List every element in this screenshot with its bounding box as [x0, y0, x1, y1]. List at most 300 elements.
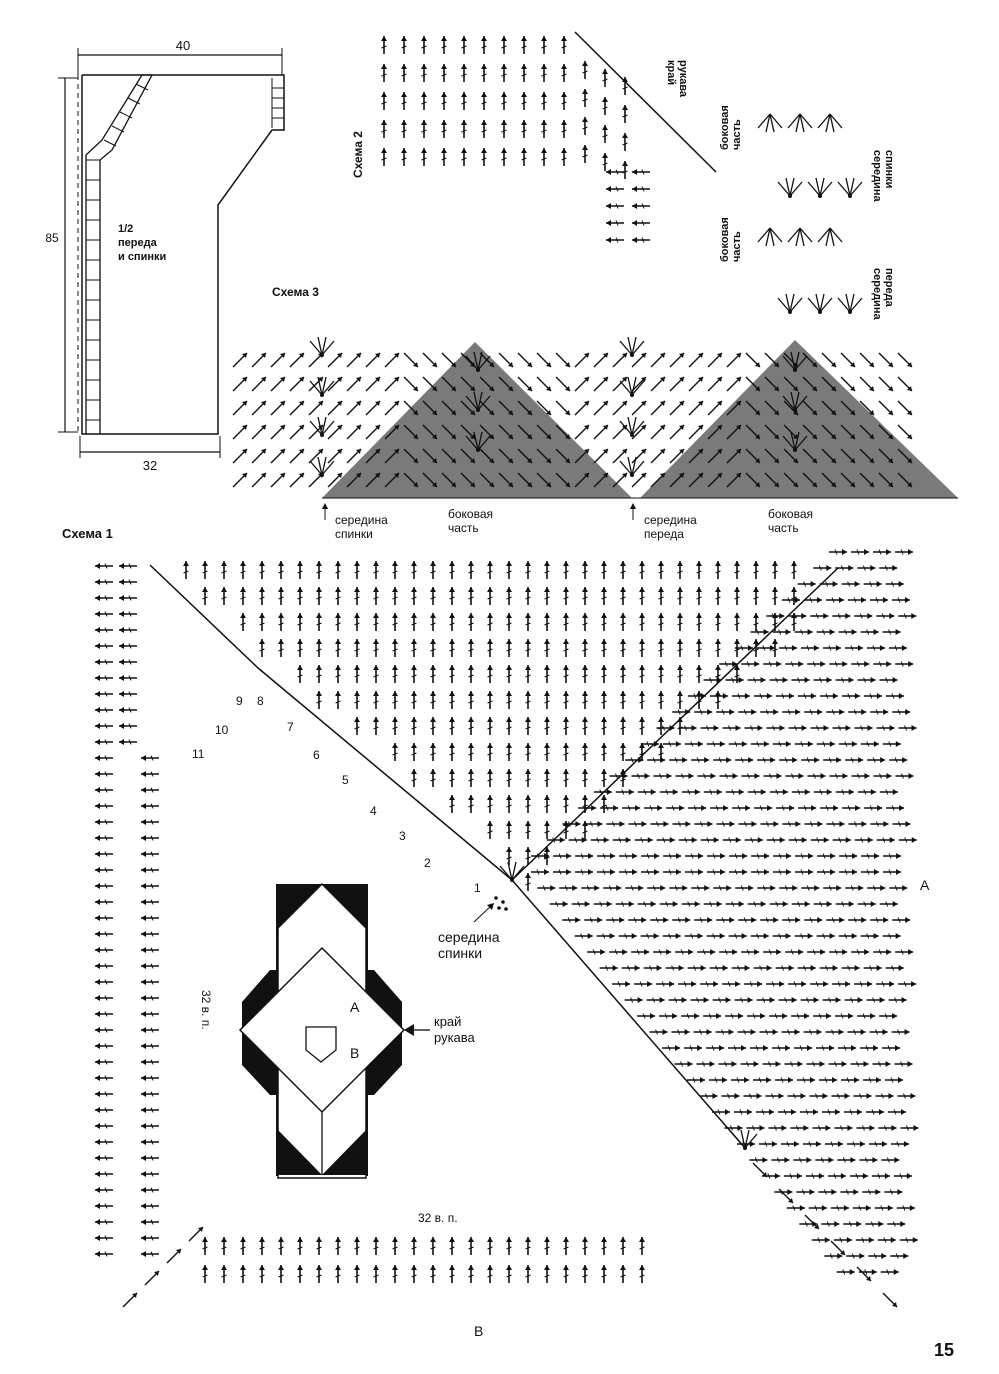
stitch-symbol — [335, 587, 341, 605]
stitch-symbol — [582, 691, 588, 709]
stitch-symbol — [95, 579, 113, 585]
stitch-symbol — [506, 561, 512, 579]
stitch-symbol — [892, 917, 910, 923]
stitch-fan — [788, 114, 812, 132]
stitch-symbol — [575, 425, 589, 439]
stitch-symbol — [385, 401, 399, 415]
stitch-symbol — [826, 917, 844, 923]
stitch-symbol — [832, 981, 850, 987]
stitch-symbol — [782, 821, 800, 827]
stitch-symbol — [854, 613, 872, 619]
stitch-symbol — [271, 425, 285, 439]
garment-pattern — [45, 38, 284, 473]
stitch-symbol — [392, 587, 398, 605]
stitch-symbol — [873, 661, 891, 667]
stitch-symbol — [727, 377, 741, 391]
stitch-symbol — [461, 120, 467, 138]
stitch-symbol — [544, 639, 550, 657]
stitch-symbol — [95, 979, 113, 985]
stitch-symbol — [851, 773, 869, 779]
svg-text:боковая: боковая — [719, 105, 731, 150]
stitch-symbol — [716, 917, 734, 923]
stitch-symbol — [95, 707, 113, 713]
stitch-symbol — [335, 1237, 341, 1255]
stitch-symbol — [141, 963, 159, 969]
stitch-symbol — [487, 717, 493, 735]
stitch-symbol — [669, 997, 687, 1003]
stitch-symbol — [685, 853, 703, 859]
stitch-symbol — [879, 1013, 897, 1019]
stitch-symbol — [644, 965, 662, 971]
stitch-symbol — [449, 743, 455, 761]
stitch-symbol — [591, 837, 609, 843]
stitch-symbol — [878, 1237, 896, 1243]
stitch-symbol — [751, 933, 769, 939]
stitch-symbol — [606, 821, 624, 827]
stitch-symbol — [839, 629, 857, 635]
stitch-symbol — [713, 885, 731, 891]
stitch-symbol — [886, 965, 904, 971]
stitch-symbol — [885, 1077, 903, 1083]
stitch-symbol — [501, 148, 507, 166]
stitch-symbol — [863, 1077, 881, 1083]
stitch-symbol — [748, 677, 766, 683]
stitch-symbol — [715, 613, 721, 631]
stitch-symbol — [726, 677, 744, 683]
stitch-symbol — [373, 587, 379, 605]
stitch-symbol — [423, 353, 437, 367]
stitch-symbol — [825, 1141, 843, 1147]
stitch-symbol — [95, 947, 113, 953]
stitch-symbol — [601, 769, 607, 787]
stitch-symbol — [672, 917, 690, 923]
stitch-symbol — [141, 867, 159, 873]
stitch-symbol — [449, 795, 455, 813]
stitch-symbol — [487, 1237, 493, 1255]
stitch-symbol — [271, 353, 285, 367]
stitch-symbol — [672, 821, 690, 827]
stitch-symbol — [770, 901, 788, 907]
stitch-symbol — [694, 709, 712, 715]
stitch-symbol — [751, 869, 769, 875]
stitch-symbol — [890, 1253, 908, 1259]
stitch-symbol — [900, 1237, 918, 1243]
scheme-2-sleeve-edge — [665, 60, 689, 98]
stitch-symbol — [521, 148, 527, 166]
stitch-symbol — [746, 353, 760, 367]
stitch-symbol — [653, 949, 671, 955]
stitch-symbol — [449, 561, 455, 579]
stitch-symbol — [632, 186, 650, 192]
stitch-symbol — [639, 1237, 645, 1255]
stitch-symbol — [468, 743, 474, 761]
stitch-symbol — [822, 1109, 840, 1115]
stitch-symbol — [726, 789, 744, 795]
stitch-symbol — [805, 1215, 819, 1229]
stitch-symbol — [487, 665, 493, 683]
stitch-symbol — [845, 645, 863, 651]
stitch-symbol — [606, 220, 624, 226]
stitch-symbol — [883, 869, 901, 875]
stitch-symbol — [601, 717, 607, 735]
stitch-symbol — [895, 949, 913, 955]
stitch-symbol — [713, 757, 731, 763]
stitch-symbol — [95, 739, 113, 745]
stitch-symbol — [606, 917, 624, 923]
stitch-symbol — [594, 401, 608, 415]
stitch-symbol — [95, 1107, 113, 1113]
stitch-symbol — [506, 743, 512, 761]
stitch-symbol — [810, 981, 828, 987]
stitch-symbol — [354, 613, 360, 631]
scheme-3-title: Схема 3 — [272, 285, 319, 299]
svg-text:середина: середина — [438, 929, 500, 945]
stitch-symbol — [867, 885, 885, 891]
stitch-symbol — [889, 645, 907, 651]
stitch-fan — [778, 294, 802, 314]
stitch-symbol — [858, 677, 876, 683]
stitch-symbol — [525, 873, 531, 891]
stitch-symbol — [468, 1237, 474, 1255]
stitch-symbol — [848, 709, 866, 715]
stitch-symbol — [771, 1157, 789, 1163]
stitch-symbol — [411, 587, 417, 605]
stitch-symbol — [815, 1157, 833, 1163]
stitch-symbol — [834, 1125, 852, 1131]
svg-text:10: 10 — [215, 723, 229, 737]
stitch-symbol — [632, 237, 650, 243]
stitch-symbol — [697, 1061, 715, 1067]
stitch-symbol — [563, 717, 569, 735]
stitch-symbol — [685, 869, 703, 875]
stitch-symbol — [779, 645, 797, 651]
stitch-symbol — [620, 561, 626, 579]
stitch-symbol — [721, 1093, 739, 1099]
stitch-symbol — [760, 917, 778, 923]
stitch-symbol — [772, 561, 778, 579]
stitch-symbol — [763, 1061, 781, 1067]
stitch-symbol — [95, 643, 113, 649]
stitch-symbol — [879, 353, 893, 367]
stitch-symbol — [411, 743, 417, 761]
stitch-symbol — [647, 885, 665, 891]
stitch-symbol — [141, 947, 159, 953]
stitch-fan — [808, 178, 832, 198]
stitch-symbol — [841, 1077, 859, 1083]
stitch-symbol — [411, 639, 417, 657]
stitch-symbol — [726, 901, 744, 907]
stitch-symbol — [689, 377, 703, 391]
stitch-symbol — [782, 597, 800, 603]
stitch-symbol — [381, 36, 387, 54]
stitch-symbol — [544, 613, 550, 631]
stitch-symbol — [95, 1011, 113, 1017]
dim-top-label: 40 — [175, 38, 191, 53]
stitch-symbol — [846, 1253, 864, 1259]
stitch-symbol — [401, 148, 407, 166]
stitch-symbol — [316, 587, 322, 605]
stitch-symbol — [381, 92, 387, 110]
stitch-symbol — [441, 64, 447, 82]
stitch-symbol — [95, 867, 113, 873]
stitch-symbol — [773, 853, 791, 859]
stitch-symbol — [354, 587, 360, 605]
stitch-symbol — [240, 1237, 246, 1255]
stitch-symbol — [707, 933, 725, 939]
svg-text:часть: часть — [731, 119, 743, 150]
stitch-symbol — [839, 933, 857, 939]
stitch-symbol — [119, 595, 137, 601]
stitch-symbol — [95, 595, 113, 601]
stitch-symbol — [632, 401, 646, 415]
stitch-symbol — [892, 597, 910, 603]
stitch-symbol — [335, 561, 341, 579]
stitch-symbol — [575, 853, 593, 859]
stitch-symbol — [430, 639, 436, 657]
stitch-symbol — [259, 613, 265, 631]
stitch-symbol — [620, 613, 626, 631]
stitch-symbol — [639, 613, 645, 631]
stitch-symbol — [487, 613, 493, 631]
stitch-symbol — [754, 693, 772, 699]
stitch-symbol — [119, 579, 137, 585]
stitch-symbol — [704, 789, 722, 795]
stitch-symbol — [782, 1029, 800, 1035]
stitch-symbol — [95, 835, 113, 841]
stitch-symbol — [597, 933, 615, 939]
stitch-symbol — [544, 795, 550, 813]
stitch-symbol — [506, 769, 512, 787]
stitch-symbol — [858, 789, 876, 795]
svg-text:середина: середина — [871, 268, 883, 320]
stitch-symbol — [801, 757, 819, 763]
stitch-symbol — [651, 353, 665, 367]
stitch-symbol — [95, 1171, 113, 1177]
stitch-symbol — [682, 789, 700, 795]
stitch-symbol — [751, 629, 769, 635]
stitch-symbol — [877, 725, 895, 731]
stitch-symbol — [732, 693, 750, 699]
stitch-symbol — [141, 883, 159, 889]
stitch-symbol — [632, 449, 646, 463]
stitch-symbol — [141, 755, 159, 761]
stitch-symbol — [767, 837, 785, 843]
stitch-symbol — [817, 741, 835, 747]
stitch-symbol — [385, 353, 399, 367]
stitch-symbol — [95, 675, 113, 681]
stitch-symbol — [506, 587, 512, 605]
stitch-symbol — [582, 145, 588, 163]
chain-bottom-label: 32 в. п. — [418, 1211, 458, 1225]
stitch-symbol — [753, 613, 759, 631]
stitch-symbol — [775, 1077, 793, 1083]
stitch-symbol — [880, 677, 898, 683]
stitch-symbol — [622, 133, 628, 151]
stitch-symbol — [95, 1059, 113, 1065]
stitch-symbol — [892, 709, 910, 715]
stitch-symbol — [468, 769, 474, 787]
stitch-symbol — [748, 901, 766, 907]
stitch-symbol — [897, 1093, 915, 1099]
stitch-symbol — [95, 819, 113, 825]
stitch-symbol — [582, 665, 588, 683]
stitch-symbol — [848, 821, 866, 827]
stitch-symbol — [828, 1173, 846, 1179]
stitch-symbol — [716, 709, 734, 715]
stitch-symbol — [297, 1237, 303, 1255]
stitch-symbol — [95, 1139, 113, 1145]
stitch-symbol — [167, 1249, 181, 1263]
stitch-symbol — [347, 377, 361, 391]
stitch-symbol — [487, 587, 493, 605]
stitch-symbol — [95, 931, 113, 937]
svg-text:часть: часть — [731, 231, 743, 262]
stitch-symbol — [556, 377, 570, 391]
stitch-symbol — [818, 1189, 836, 1195]
stitch-symbol — [563, 587, 569, 605]
stitch-symbol — [240, 1265, 246, 1283]
stitch-symbol — [691, 757, 709, 763]
stitch-symbol — [785, 773, 803, 779]
svg-text:середина: середина — [335, 513, 388, 527]
stitch-symbol — [582, 117, 588, 135]
stitch-symbol — [594, 449, 608, 463]
stitch-symbol — [839, 853, 857, 859]
stitch-symbol — [95, 611, 113, 617]
stitch-symbol — [826, 709, 844, 715]
stitch-symbol — [872, 1173, 890, 1179]
stitch-symbol — [785, 1061, 803, 1067]
stitch-symbol — [620, 691, 626, 709]
stitch-symbol — [95, 995, 113, 1001]
stitch-symbol — [757, 757, 775, 763]
stitch-symbol — [677, 561, 683, 579]
stitch-symbol — [95, 1043, 113, 1049]
stitch-symbol — [354, 639, 360, 657]
stitch-symbol — [606, 203, 624, 209]
stitch-symbol — [826, 1029, 844, 1035]
stitch-symbol — [259, 1237, 265, 1255]
stitch-symbol — [221, 1237, 227, 1255]
stitch-symbol — [844, 1109, 862, 1115]
stitch-symbol — [677, 691, 683, 709]
stitch-symbol — [392, 613, 398, 631]
stitch-symbol — [658, 561, 664, 579]
stitch-symbol — [807, 773, 825, 779]
stitch-symbol — [609, 949, 627, 955]
stitch-symbol — [563, 691, 569, 709]
stitch-symbol — [602, 69, 608, 87]
stitch-symbol — [814, 901, 832, 907]
stitch-symbol — [141, 1091, 159, 1097]
stitch-symbol — [851, 949, 869, 955]
stitch-symbol — [392, 561, 398, 579]
stitch-symbol — [628, 917, 646, 923]
stitch-symbol — [842, 693, 860, 699]
stitch-symbol — [675, 949, 693, 955]
stitch-symbol — [563, 769, 569, 787]
stitch-symbol — [894, 1173, 912, 1179]
stitch-symbol — [895, 773, 913, 779]
stitch-symbol — [95, 1091, 113, 1097]
stitch-symbol — [430, 665, 436, 683]
stitch-symbol — [141, 995, 159, 1001]
stitch-symbol — [723, 837, 741, 843]
stitch-symbol — [141, 1043, 159, 1049]
stitch-symbol — [328, 377, 342, 391]
stitch-symbol — [806, 1173, 824, 1179]
stitch-symbol — [541, 92, 547, 110]
stitch-symbol — [328, 425, 342, 439]
svg-text:часть: часть — [448, 521, 479, 535]
stitch-symbol — [297, 613, 303, 631]
stitch-symbol — [898, 613, 916, 619]
stitch-symbol — [639, 691, 645, 709]
stitch-symbol — [525, 1265, 531, 1283]
stitch-symbol — [278, 587, 284, 605]
stitch-symbol — [392, 1237, 398, 1255]
stitch-symbol — [716, 821, 734, 827]
stitch-symbol — [525, 795, 531, 813]
stitch-symbol — [411, 769, 417, 787]
stitch-symbol — [421, 120, 427, 138]
stitch-symbol — [601, 665, 607, 683]
stitch-symbol — [639, 665, 645, 683]
stitch-symbol — [647, 997, 665, 1003]
svg-text:3: 3 — [399, 829, 406, 843]
stitch-fan — [788, 228, 812, 246]
stitch-symbol — [468, 795, 474, 813]
stitch-symbol — [861, 741, 879, 747]
stitch-symbol — [797, 1077, 815, 1083]
stitch-symbol — [316, 1265, 322, 1283]
stitch-symbol — [95, 1123, 113, 1129]
stitch-symbol — [807, 1061, 825, 1067]
stitch-symbol — [743, 1093, 761, 1099]
stitch-symbol — [316, 691, 322, 709]
stitch-symbol — [252, 353, 266, 367]
stitch-symbol — [706, 1045, 724, 1051]
stitch-fan — [838, 178, 862, 198]
stitch-symbol — [392, 743, 398, 761]
stitch-fan — [818, 114, 842, 132]
stitch-symbol — [316, 1237, 322, 1255]
stitch-symbol — [278, 561, 284, 579]
stitch-symbol — [441, 92, 447, 110]
schematic-a: А — [350, 999, 360, 1015]
point-b-label: В — [474, 1323, 484, 1339]
stitch-symbol — [801, 885, 819, 891]
stitch-symbol — [691, 997, 709, 1003]
stitch-symbol — [95, 1155, 113, 1161]
stitch-symbol — [594, 425, 608, 439]
stitch-symbol — [468, 639, 474, 657]
stitch-symbol — [401, 120, 407, 138]
stitch-symbol — [753, 1163, 767, 1177]
stitch-symbol — [779, 997, 797, 1003]
stitch-symbol — [883, 629, 901, 635]
stitch-symbol — [487, 795, 493, 813]
stitch-symbol — [696, 561, 702, 579]
stitch-symbol — [582, 743, 588, 761]
stitch-symbol — [221, 587, 227, 605]
stitch-symbol — [715, 587, 721, 605]
stitch-symbol — [804, 917, 822, 923]
stitch-symbol — [584, 821, 602, 827]
stitch-symbol — [650, 917, 668, 923]
stitch-symbol — [888, 1109, 906, 1115]
stitch-symbol — [271, 401, 285, 415]
